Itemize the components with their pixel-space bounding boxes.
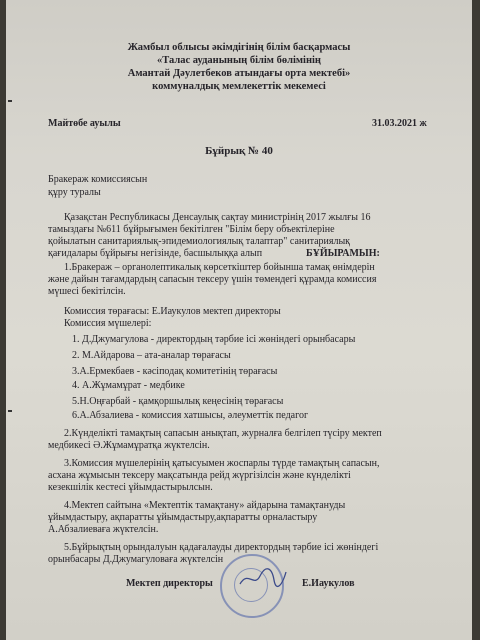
p2-line: 2.Күнделікті тамақтың сапасын анықтап, журналға белгілеп түсіру мектеп [64, 428, 382, 439]
signature-name: Е.Иаукулов [302, 578, 355, 589]
body-line: қойылатын санитариялық-эпидемиологиялық талаптар" санитариялық [48, 236, 351, 247]
p3-line: асхана жұмысын тексеру мақсатында рейд жүргізілсін және күнделікті [48, 470, 351, 481]
member-item: 5.Н.Оңғарбай - қамқоршылық кеңесінің төрағасы [72, 396, 284, 407]
subject-line-1: Бракераж комиссиясын [48, 174, 148, 185]
chair: Комиссия төрағасы: Е.Иаукулов мектеп директоры [64, 306, 281, 317]
place: Майтөбе ауылы [48, 118, 121, 129]
p1-line: мүшесі бекітілсін. [48, 286, 126, 297]
body-line: тамыздағы №611 бұйрығымен бекітілген "Білім беру объектілеріне [48, 224, 335, 235]
member-item: 3.А.Ермекбаев - кәсіподақ комитетінің төрағасы [72, 366, 278, 377]
header-line-3: Амантай Дәулетбеков атындағы орта мектебі» [127, 68, 351, 79]
header-line-1: Жамбыл облысы әкімдігінің білім басқармасы [127, 42, 351, 53]
signature-role: Мектеп директоры [126, 578, 213, 589]
member-item: 6.А.Абзалиева - комиссия хатшысы, әлеуметтік педагог [72, 410, 309, 421]
member-item: 2. М.Айдарова – ата-аналар төрағасы [72, 350, 231, 361]
p4-line: ұйымдастыру, ақпаратты ұйымдастыру,ақпаратты орналастыру [48, 512, 318, 523]
order-word: БҰЙЫРАМЫН: [306, 248, 380, 259]
subject-line-2: құру туралы [48, 187, 101, 198]
order-title: Бұйрық № 40 [205, 145, 273, 157]
member-item: 4. А.Жұмамұрат - медбике [72, 380, 185, 391]
p1-line: және дайын тағамдардың сапасын тексеру үшін төмендегі құрамда комиссия [48, 274, 377, 285]
body-line: Қазақстан Республикасы Денсаулық сақтау министрінің 2017 жылғы 16 [64, 212, 371, 223]
header-line-4: коммуналдық мемлекеттік мекемесі [152, 81, 326, 92]
p4-line: А.Абзалиеваға жүктелсін. [48, 524, 159, 535]
p3-line: 3.Комиссия мүшелерінің қатысуымен жоспарлы түрде тамақтың сапасын, [64, 458, 380, 469]
header-line-2: «Талас ауданының білім бөлімінің [157, 55, 321, 66]
p2-line: медбикесі Ә.Жұмамұратқа жүктелсін. [48, 440, 210, 451]
date: 31.03.2021 ж [372, 118, 427, 129]
member-item: 1. Д.Джумагулова - директордың тәрбие ісі жөніндегі орынбасары [72, 334, 356, 345]
p3-line: кезекшілік кестесі ұйымдастырылсын. [48, 482, 213, 493]
p4-line: 4.Мектеп сайтына «Мектептік тамақтану» айдарына тамақтануды [64, 500, 346, 511]
document-page [6, 0, 472, 640]
body-line: қағидалары бұйрығы негізінде, басшылыққа алып [48, 248, 263, 259]
p5-line: 5.Бұйрықтың орындалуын қадағалауды директордың тәрбие ісі жөніндегі [64, 542, 379, 553]
members-title: Комиссия мүшелері: [64, 318, 152, 329]
p5-line: орынбасары Д.Джумагуловаға жүктелсін [48, 554, 224, 565]
punch-mark [8, 410, 12, 412]
signature-scribble [238, 566, 288, 590]
punch-mark [8, 100, 12, 102]
p1-line: 1.Бракераж – органолептикалық көрсеткіштер бойынша тамақ өнімдерін [64, 262, 375, 273]
